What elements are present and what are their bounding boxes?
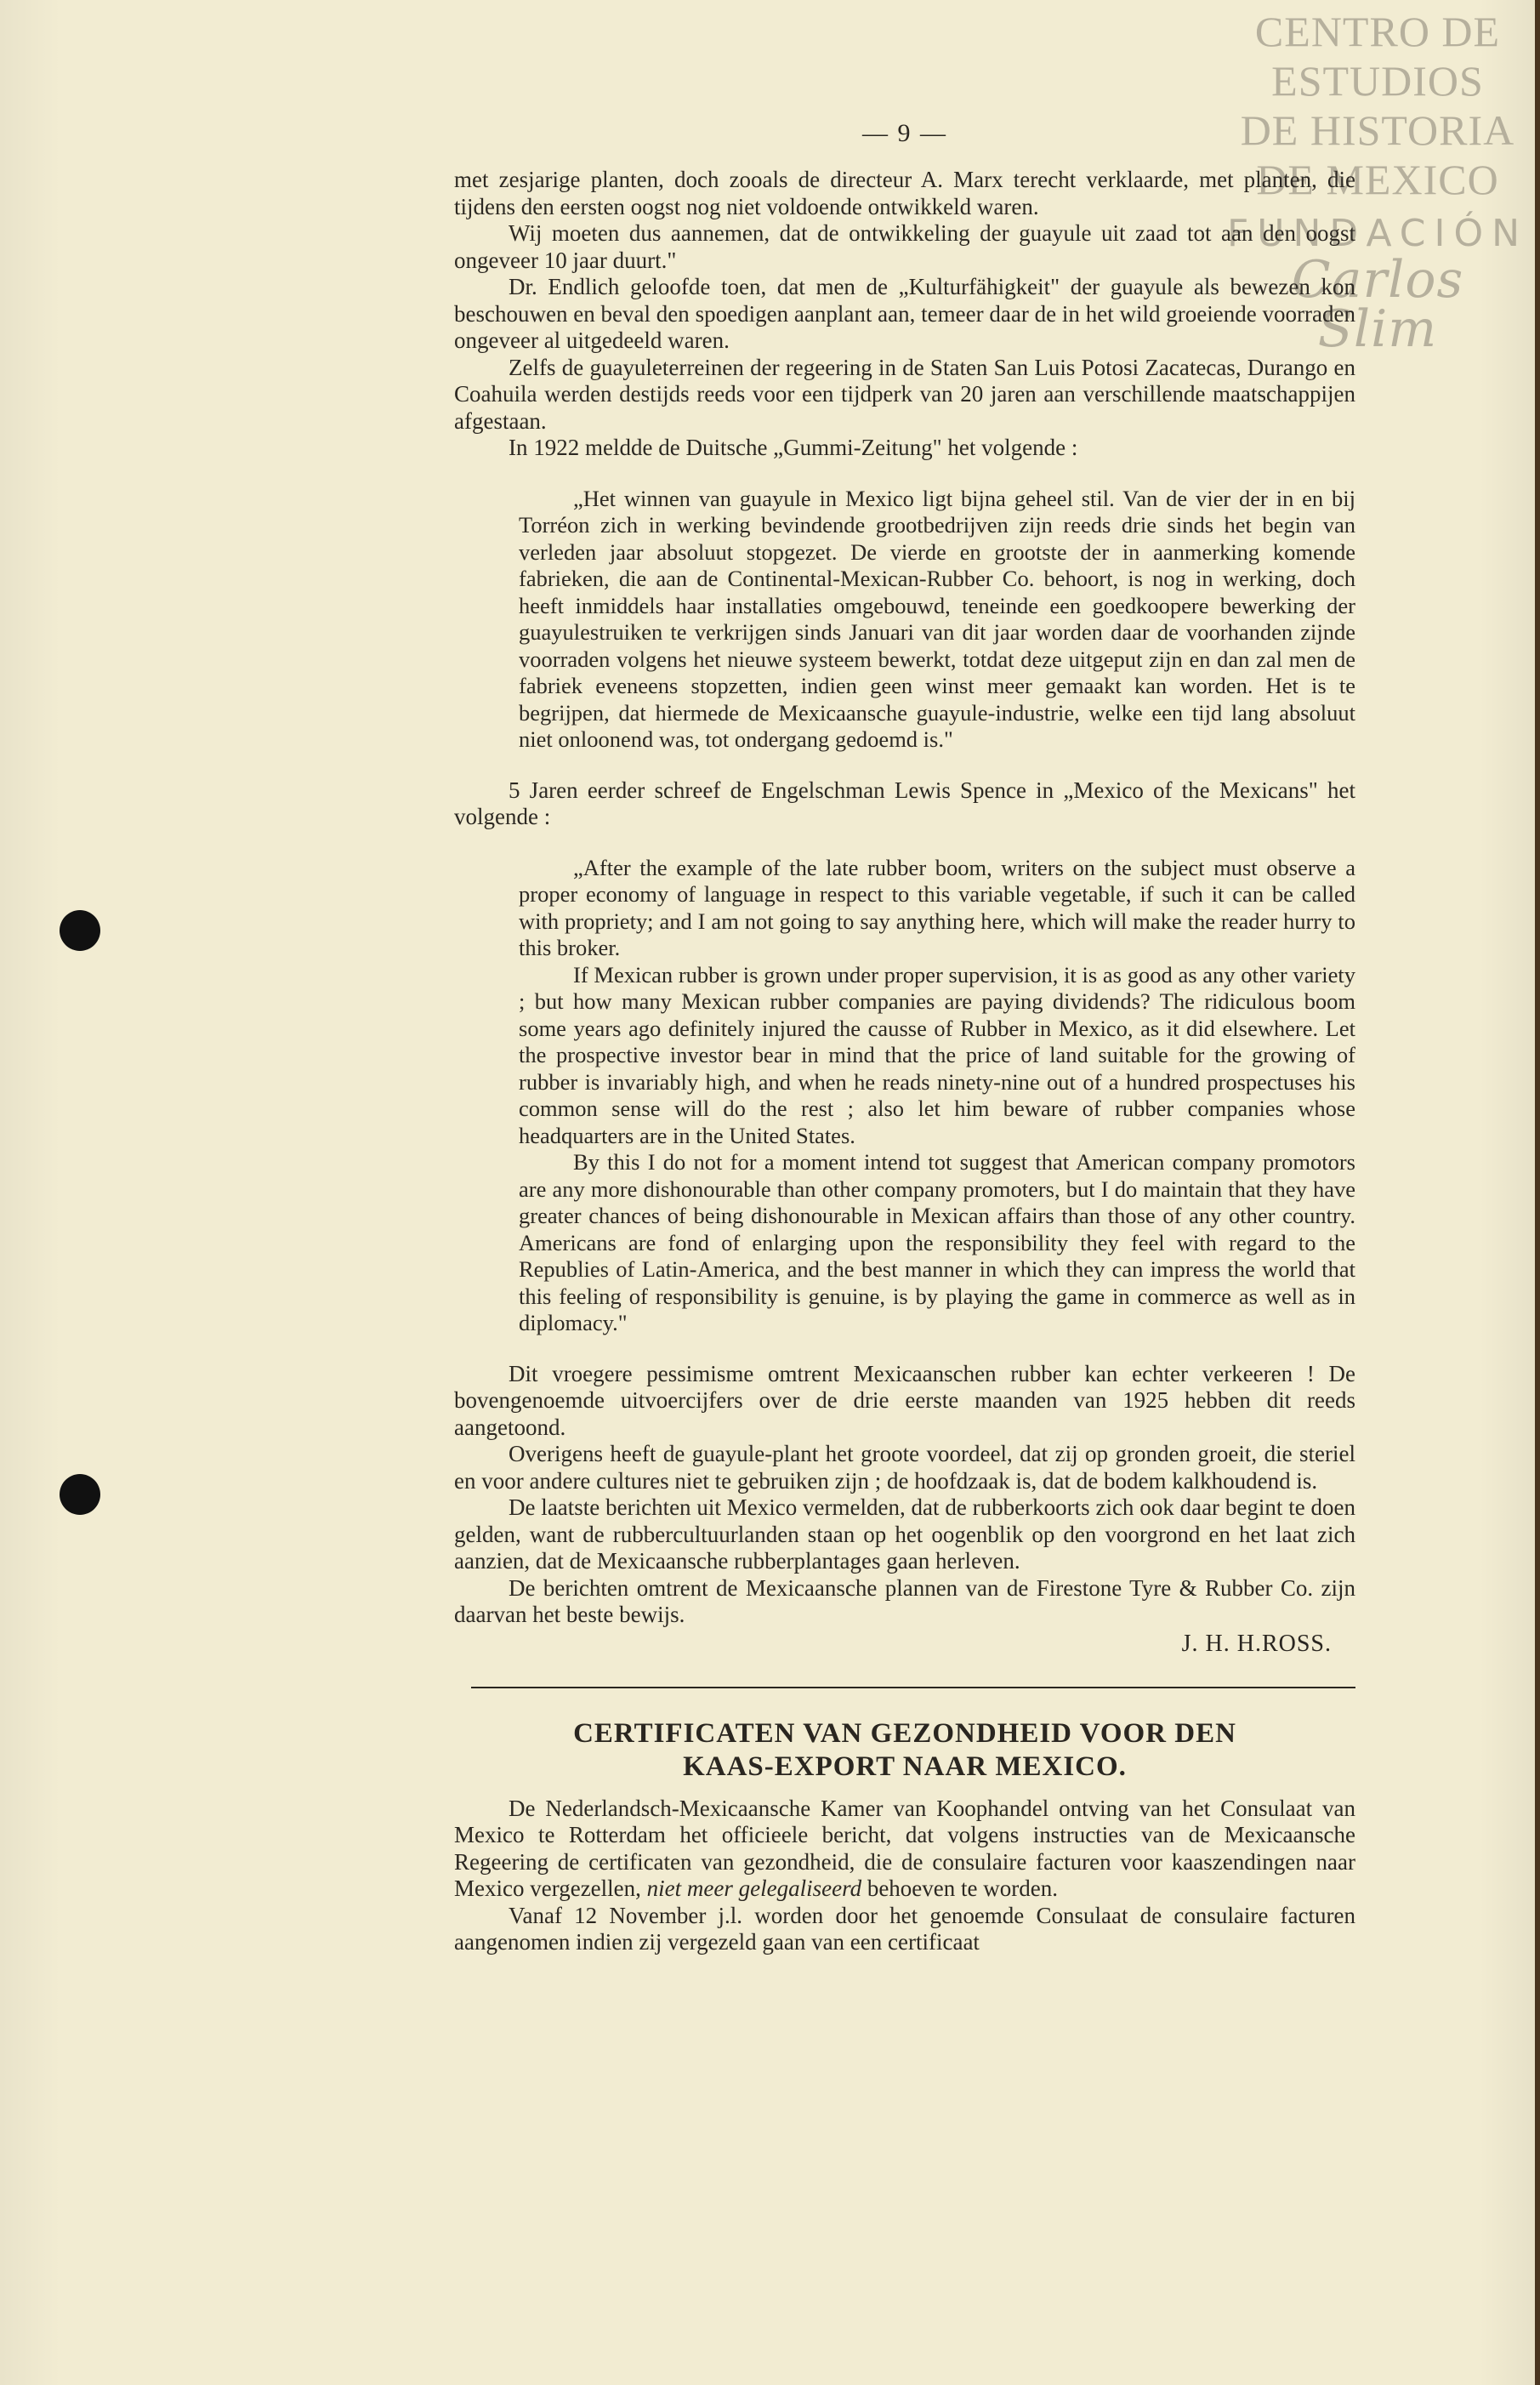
article-paragraph: De laatste berichten uit Mexico vermelden, dat de rubberkoorts zich ook daar begint te doen gelden, want de rubbercultuurlanden staan op het oogenblik op den voorgrond en het laat zich aanzien, dat de Mexicaansche rubberplantages gaan herleven. xyxy=(454,1494,1355,1574)
punch-hole-bottom xyxy=(60,1474,100,1515)
quote-paragraph: „Het winnen van guayule in Mexico ligt bijna geheel stil. Van de vier der in en bij Torréon zich in werking bevindende grootbedrijven zijn reeds drie sinds het begin van verleden jaar absoluut stopgezet. De vierde en grootste der in aanmerking komende fabrieken, die aan de Continental-Mexican-Rubber Co. behoort, is nog in werking, doch heeft inmiddels haar installaties omgebouwd, teneinde een goedkoopere bewerking der guayulestruiken te verkrijgen sinds Januari van dit jaar worden daar de voorhanden zijnde voorraden volgens het nieuwe systeem bewerkt, totdat deze uitgeput zijn en dan zal men de fabriek eveneens stopzetten, indien geen winst meer gemaakt kan worden. Het is te begrijpen, dat hiermede de Mexicaansche guayule-industrie, welke een tijd lang absoluut niet onloonend was, tot ondergang gedoemd is." xyxy=(519,485,1355,752)
punch-hole-top xyxy=(60,910,100,951)
watermark-line: DE HISTORIA xyxy=(1240,106,1515,154)
section-paragraph: Vanaf 12 November j.l. worden door het genoemde Consulaat de consulaire facturen aangenomen indien zij vergezeld gaan van een certificaat xyxy=(454,1902,1355,1955)
watermark-line: DE MEXICO xyxy=(1256,156,1499,203)
watermark-line: CENTRO DE xyxy=(1254,8,1501,55)
article-paragraph: 5 Jaren eerder schreef de Engelschman Lewis Spence in „Mexico of the Mexicans" het volgende : xyxy=(454,777,1355,829)
article-paragraph: Dr. Endlich geloofde toen, dat men de „Kulturfähigkeit" der guayule als bewezen kon beschouwen en beval den spoedigen aanplant aan, temeer daar de in het wild groeiende voorraden ongeveer al uitgedeeld waren. xyxy=(454,274,1355,353)
article-paragraph: Dit vroegere pessimisme omtrent Mexicaanschen rubber kan echter verkeeren ! De bovengenoemde uitvoercijfers over de drie eerste maanden van 1925 hebben dit reeds aangetoond. xyxy=(454,1360,1355,1440)
page-content xyxy=(454,119,1355,1956)
article-paragraph: Zelfs de guayuleterreinen der regeering in de Staten San Luis Potosi Zacatecas, Durango en Coahuila werden destijds reeds voor een tijdperk van 20 jaren aan verschillende maatschappijen afgestaan. xyxy=(454,354,1355,434)
quote-paragraph: By this I do not for a moment intend tot suggest that American company promotors are any more dishonourable than other company promoters, but I do maintain that they have greater chances of being dishonourable in Mexican affairs than those of any other country. Americans are fond of enlarging upon the responsibility they feel with regard to the Republies of Latin-America, and the best manner in which they can impress the world that this feeling of responsibility is genuine, is by playing the game in commerce as well as in diplomacy." xyxy=(519,1149,1355,1335)
paragraph-text: behoeven te worden. xyxy=(861,1876,1058,1901)
quote-paragraph: If Mexican rubber is grown under proper supervision, it is as good as any other variety ; but how many Mexican rubber companies are paying dividends? The ridiculous boom some years ago definitely injured the causse of Rubber in Mexico, as it did elsewhere. Let the prospective investor bear in mind that the price of land suitable for the growing of rubber is invariably high, and when he reads ninety-nine out of a hundred prospectuses his common sense will do the rest ; also let him beware of rubber companies whose headquarters are in the United States. xyxy=(519,961,1355,1148)
blockquote-lewis-spence xyxy=(519,855,1355,1337)
article-paragraph: Overigens heeft de guayule-plant het groote voordeel, dat zij op gronden groeit, die steriel en voor andere cultures niet te gebruiken zijn ; de hoofdzaak is, dat de bodem kalkhoudend is. xyxy=(454,1441,1355,1494)
section-heading xyxy=(454,1717,1355,1784)
article-paragraph: Wij moeten dus aannemen, dat de ontwikkeling der guayule uit zaad tot aan den oogst ongeveer 10 jaar duurt." xyxy=(454,220,1355,273)
watermark-foundation: FUNDACIÓN xyxy=(1226,212,1529,255)
watermark-signature: Carlos Slim xyxy=(1291,250,1464,359)
blockquote-gummi-zeitung xyxy=(519,486,1355,754)
section-paragraph xyxy=(454,1796,1355,1903)
page-edge xyxy=(1535,0,1540,2385)
page-number: — 9 — xyxy=(862,119,947,147)
watermark-line: ESTUDIOS xyxy=(1271,57,1484,105)
quote-paragraph: „After the example of the late rubber boom, writers on the subject must observe a proper economy of language in respect to this variable vegetable, if such it can be called with propriety; and I am not going to say anything here, which will make the reader hurry to this broker. xyxy=(519,854,1355,960)
article-paragraph: De berichten omtrent de Mexicaansche plannen van de Firestone Tyre & Rubber Co. zijn daarvan het beste bewijs. xyxy=(454,1574,1355,1627)
article-author: J. H. H.ROSS. xyxy=(1181,1630,1332,1657)
article-paragraph: met zesjarige planten, doch zooals de directeur A. Marx terecht verklaarde, met planten, die tijdens den eersten oogst nog niet voldoende ontwikkeld waren. xyxy=(454,167,1355,219)
section-divider xyxy=(471,1687,1355,1688)
section-heading-line: CERTIFICATEN VAN GEZONDHEID VOOR DEN xyxy=(573,1717,1236,1749)
paragraph-text: De Nederlandsch-Mexicaansche Kamer van Koophandel ontving van het Consulaat van Mexico te Rotterdam het officieele bericht, dat volgens instructies van de Mexicaansche Regeering de certificaten van gezondheid, die de consulaire facturen voor kaaszendingen naar Mexico vergezellen, xyxy=(454,1795,1355,1901)
paragraph-italic-text: niet meer gelegaliseerd xyxy=(646,1876,862,1901)
article-paragraph: In 1922 meldde de Duitsche „Gummi-Zeitung" het volgende : xyxy=(509,435,1078,460)
section-heading-line: KAAS-EXPORT NAAR MEXICO. xyxy=(683,1750,1127,1782)
